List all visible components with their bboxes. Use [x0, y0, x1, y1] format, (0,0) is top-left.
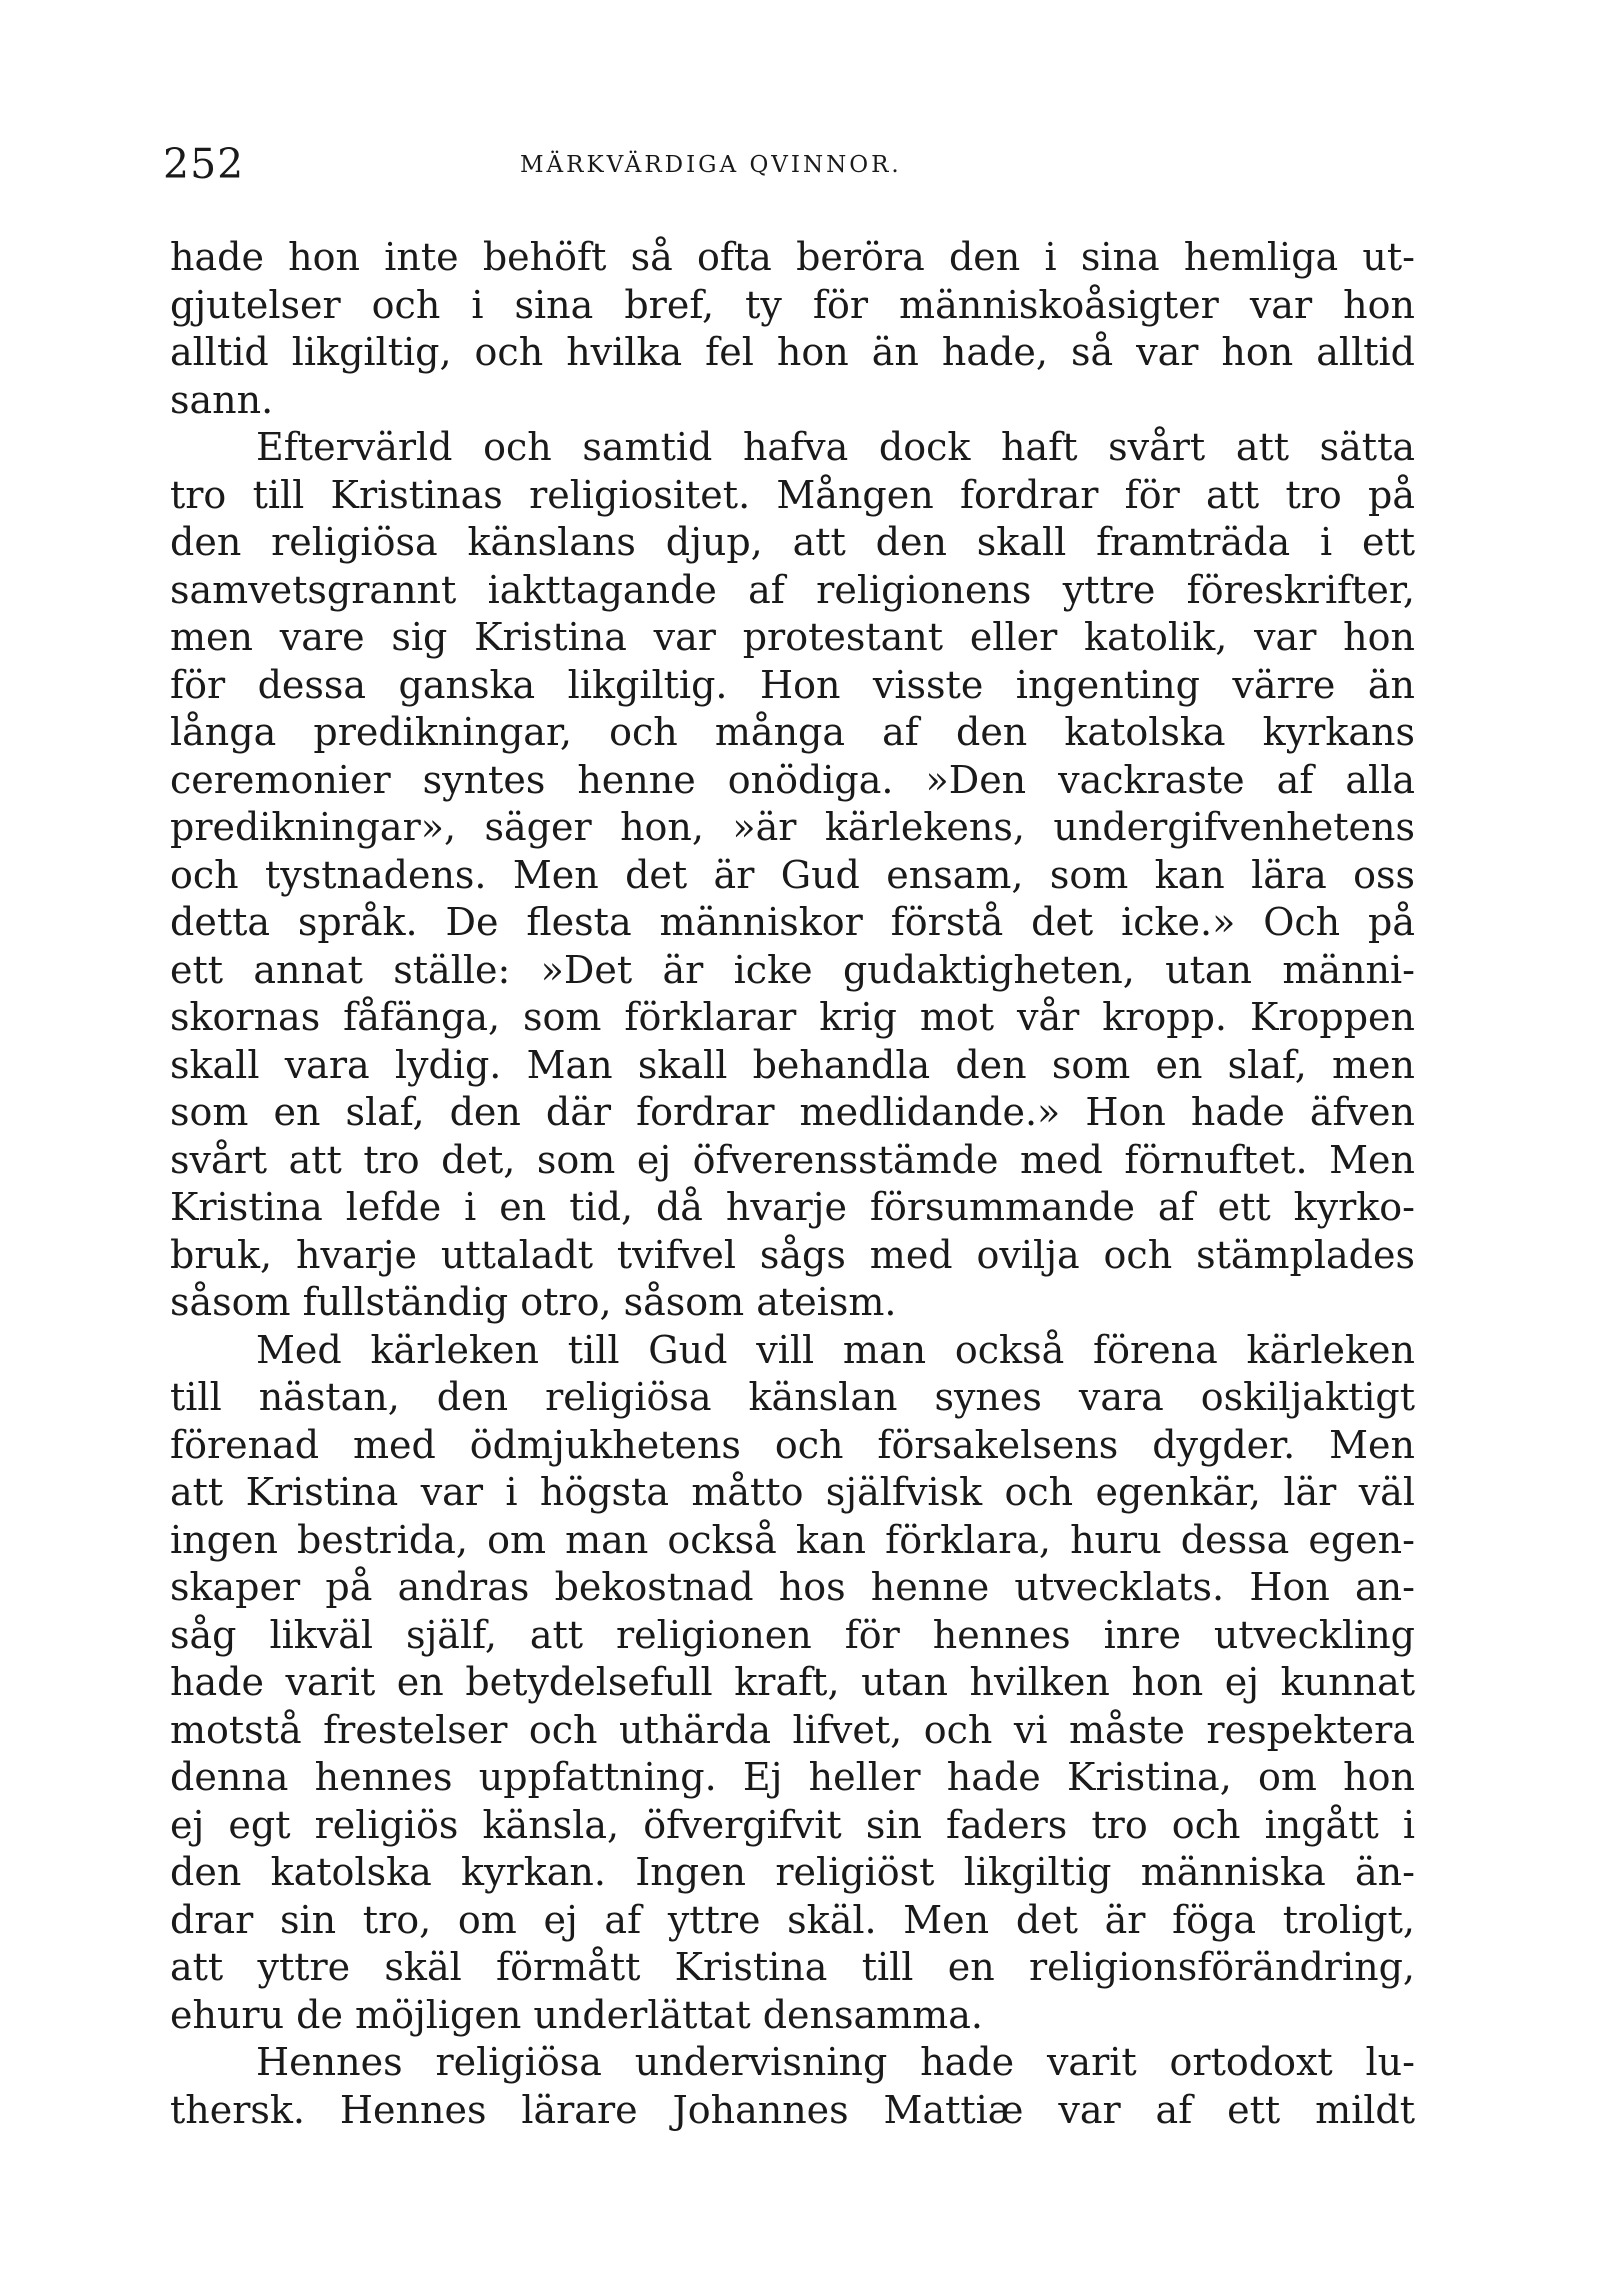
text-line: tro till Kristinas religiositet. Mången fordrar för att tro på: [170, 472, 1415, 517]
text-line: men vare sig Kristina var protestant eller katolik, var hon: [170, 615, 1415, 659]
text-line: som en slaf, den där fordrar medlidande.» Hon hade äfven: [170, 1090, 1415, 1134]
text-line: denna hennes uppfattning. Ej heller hade Kristina, om hon: [170, 1755, 1415, 1799]
text-line: motstå frestelser och uthärda lifvet, och vi måste respektera: [170, 1707, 1415, 1752]
text-line: Hennes religiösa undervisning hade varit ortodoxt lu-: [256, 2040, 1415, 2084]
text-line: och tystnadens. Men det är Gud ensam, som kan lära oss: [170, 852, 1415, 897]
text-line: bruk, hvarje uttaladt tvifvel sågs med ovilja och stämplades: [170, 1232, 1415, 1277]
text-line: predikningar», säger hon, »är kärlekens, undergifvenhetens: [170, 805, 1415, 849]
text-line: hade hon inte behöft så ofta beröra den i sina hemliga ut-: [170, 235, 1415, 279]
text-line: Kristina lefde i en tid, då hvarje försummande af ett kyrko-: [170, 1185, 1415, 1229]
running-title: MÄRKVÄRDIGA QVINNOR.: [520, 152, 902, 178]
text-line: förenad med ödmjukhetens och försakelsens dygder. Men: [170, 1422, 1415, 1467]
text-line: svårt att tro det, som ej öfverensstämde med förnuftet. Men: [170, 1137, 1415, 1182]
text-line: gjutelser och i sina bref, ty för människoåsigter var hon: [170, 282, 1415, 327]
text-line: skornas fåfänga, som förklarar krig mot vår kropp. Kroppen: [170, 995, 1415, 1039]
text-line: skall vara lydig. Man skall behandla den som en slaf, men: [170, 1042, 1415, 1087]
text-line: den religiösa känslans djup, att den skall framträda i ett: [170, 520, 1415, 564]
text-line: samvetsgrannt iakttagande af religionens yttre föreskrifter,: [170, 567, 1415, 612]
text-line: att Kristina var i högsta måtto själfvisk och egenkär, lär väl: [170, 1470, 1415, 1514]
text-line: thersk. Hennes lärare Johannes Mattiæ var af ett mildt: [170, 2087, 1415, 2132]
text-line: Eftervärld och samtid hafva dock haft svårt att sätta: [256, 425, 1415, 469]
text-line: sann.: [170, 377, 274, 422]
text-line: Med kärleken till Gud vill man också förena kärleken: [256, 1327, 1415, 1372]
text-line: ehuru de möjligen underlättat densamma.: [170, 1992, 983, 2037]
body-text: [170, 234, 1415, 2134]
text-line: ej egt religiös känsla, öfvergifvit sin faders tro och ingått i: [170, 1802, 1415, 1847]
text-line: alltid likgiltig, och hvilka fel hon än hade, så var hon alltid: [170, 330, 1415, 374]
text-line: såg likväl själf, att religionen för hennes inre utveckling: [170, 1612, 1415, 1657]
text-line: ceremonier syntes henne onödiga. »Den vackraste af alla: [170, 757, 1415, 802]
text-line: skaper på andras bekostnad hos henne utvecklats. Hon an-: [170, 1565, 1415, 1609]
text-line: till nästan, den religiösa känslan synes vara oskiljaktigt: [170, 1375, 1415, 1419]
text-line: den katolska kyrkan. Ingen religiöst likgiltig människa än-: [170, 1850, 1415, 1894]
text-line: att yttre skäl förmått Kristina till en religionsförändring,: [170, 1945, 1415, 1989]
page-number: 252: [163, 140, 245, 188]
text-line: långa predikningar, och många af den katolska kyrkans: [170, 710, 1415, 754]
text-line: ett annat ställe: »Det är icke gudaktigheten, utan männi-: [170, 947, 1415, 992]
text-line: såsom fullständig otro, såsom ateism.: [170, 1280, 897, 1324]
text-line: detta språk. De flesta människor förstå det icke.» Och på: [170, 900, 1415, 944]
text-line: drar sin tro, om ej af yttre skäl. Men det är föga troligt,: [170, 1897, 1415, 1942]
text-line: ingen bestrida, om man också kan förklara, huru dessa egen-: [170, 1517, 1415, 1562]
text-line: hade varit en betydelsefull kraft, utan hvilken hon ej kunnat: [170, 1660, 1415, 1704]
text-line: för dessa ganska likgiltig. Hon visste ingenting värre än: [170, 662, 1415, 707]
